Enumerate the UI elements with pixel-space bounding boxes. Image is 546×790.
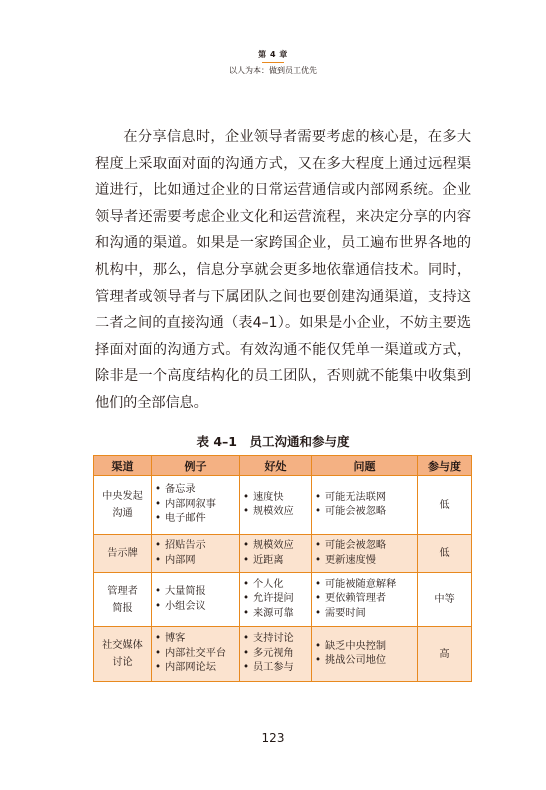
list-item: • 可能无法联网 xyxy=(315,491,414,506)
cell-benefits xyxy=(240,535,312,573)
cell-engagement: 高 xyxy=(418,627,472,682)
cell-examples xyxy=(152,535,240,573)
cell-examples xyxy=(152,573,240,627)
channel-line: 讨论 xyxy=(112,657,133,668)
cell-engagement: 中等 xyxy=(418,573,472,627)
table-title: 表 4–1 员工沟通和参与度 xyxy=(196,434,350,449)
list-item: • 规模效应 xyxy=(243,505,308,520)
list-item: • 个人化 xyxy=(243,578,308,593)
header-channel: 渠道 xyxy=(94,456,152,476)
cell-problems xyxy=(312,573,418,627)
header-examples: 例子 xyxy=(152,456,240,476)
table-row xyxy=(94,476,472,535)
cell-problems xyxy=(312,535,418,573)
page-number: 123 xyxy=(261,731,285,745)
cell-channel xyxy=(94,627,152,682)
body-paragraph: 在分享信息时，企业领导者需要考虑的核心是，在多大程度上采取面对面的沟通方式，又在多大程度上通过远程渠道进行，比如通过企业的日常运营通信或内部网系统。企业领导者还需要考虑企业文化和运营流程，来决定分享的内容和沟通的渠道。如果是一家跨国企业，员工遍布世界各地的机构中，那么，信息分享就会更多地依靠通信技术。同时，管理者或领导者与下属团队之间也要创建沟通渠道，支持这二者之间的直接沟通（表4–1）。如果是小企业，不妨主要选择面对面的沟通方式。有效沟通不能仅凭单一渠道或方式，除非是一个高度结构化的员工团队，否则就不能集中收集到他们的全部信息。 xyxy=(95,129,471,411)
list-item: • 可能被随意解释 xyxy=(315,578,414,593)
channel-line: 简报 xyxy=(112,602,133,614)
header-problems: 问题 xyxy=(312,456,418,476)
chapter-rule xyxy=(262,62,284,63)
list-item: • 近距离 xyxy=(243,554,308,569)
cell-examples xyxy=(152,476,240,535)
list-item: • 多元视角 xyxy=(243,647,308,662)
list-item: • 挑战公司地位 xyxy=(315,654,414,669)
running-header xyxy=(0,50,546,76)
list-item: • 可能会被忽略 xyxy=(315,539,414,554)
communication-table xyxy=(93,455,472,682)
list-item: • 博客 xyxy=(155,632,236,647)
cell-benefits xyxy=(240,573,312,627)
list-item: • 内部网论坛 xyxy=(155,661,236,676)
list-item: • 内部网叙事 xyxy=(155,498,236,513)
list-item: • 备忘录 xyxy=(155,483,236,498)
table-row xyxy=(94,627,472,682)
channel-line: 沟通 xyxy=(112,508,133,519)
cell-problems xyxy=(312,627,418,682)
channel-line: 社交媒体 xyxy=(102,640,143,651)
list-item: • 缺乏中央控制 xyxy=(315,640,414,655)
list-item: • 内部社交平台 xyxy=(155,647,236,662)
list-item: • 规模效应 xyxy=(243,539,308,554)
cell-examples xyxy=(152,627,240,682)
list-item: • 需要时间 xyxy=(315,607,414,622)
channel-line: 管理者 xyxy=(107,585,138,597)
cell-problems xyxy=(312,476,418,535)
table-row xyxy=(94,535,472,573)
list-item: • 更新速度慢 xyxy=(315,554,414,569)
cell-channel xyxy=(94,535,152,573)
channel-line: 告示牌 xyxy=(107,548,138,559)
header-benefits: 好处 xyxy=(240,456,312,476)
table-row xyxy=(94,573,472,627)
list-item: • 支持讨论 xyxy=(243,632,308,647)
cell-engagement: 低 xyxy=(418,535,472,573)
cell-benefits xyxy=(240,476,312,535)
cell-engagement: 低 xyxy=(418,476,472,535)
list-item: • 速度快 xyxy=(243,491,308,506)
list-item: • 允许提问 xyxy=(243,592,308,607)
chapter-subtitle: 以人为本：做到员工优先 xyxy=(229,66,317,75)
cell-benefits xyxy=(240,627,312,682)
list-item: • 更依赖管理者 xyxy=(315,592,414,607)
table-header-row xyxy=(94,456,472,476)
list-item: • 招贴告示 xyxy=(155,539,236,554)
header-engagement: 参与度 xyxy=(418,456,472,476)
list-item: • 来源可靠 xyxy=(243,607,308,622)
cell-channel xyxy=(94,573,152,627)
list-item: • 大量简报 xyxy=(155,585,236,600)
cell-channel xyxy=(94,476,152,535)
list-item: • 员工参与 xyxy=(243,661,308,676)
list-item: • 内部网 xyxy=(155,554,236,569)
list-item: • 电子邮件 xyxy=(155,512,236,527)
chapter-label: 第 4 章 xyxy=(258,50,288,59)
list-item: • 小组会议 xyxy=(155,600,236,615)
channel-line: 中央发起 xyxy=(102,491,143,502)
list-item: • 可能会被忽略 xyxy=(315,505,414,520)
